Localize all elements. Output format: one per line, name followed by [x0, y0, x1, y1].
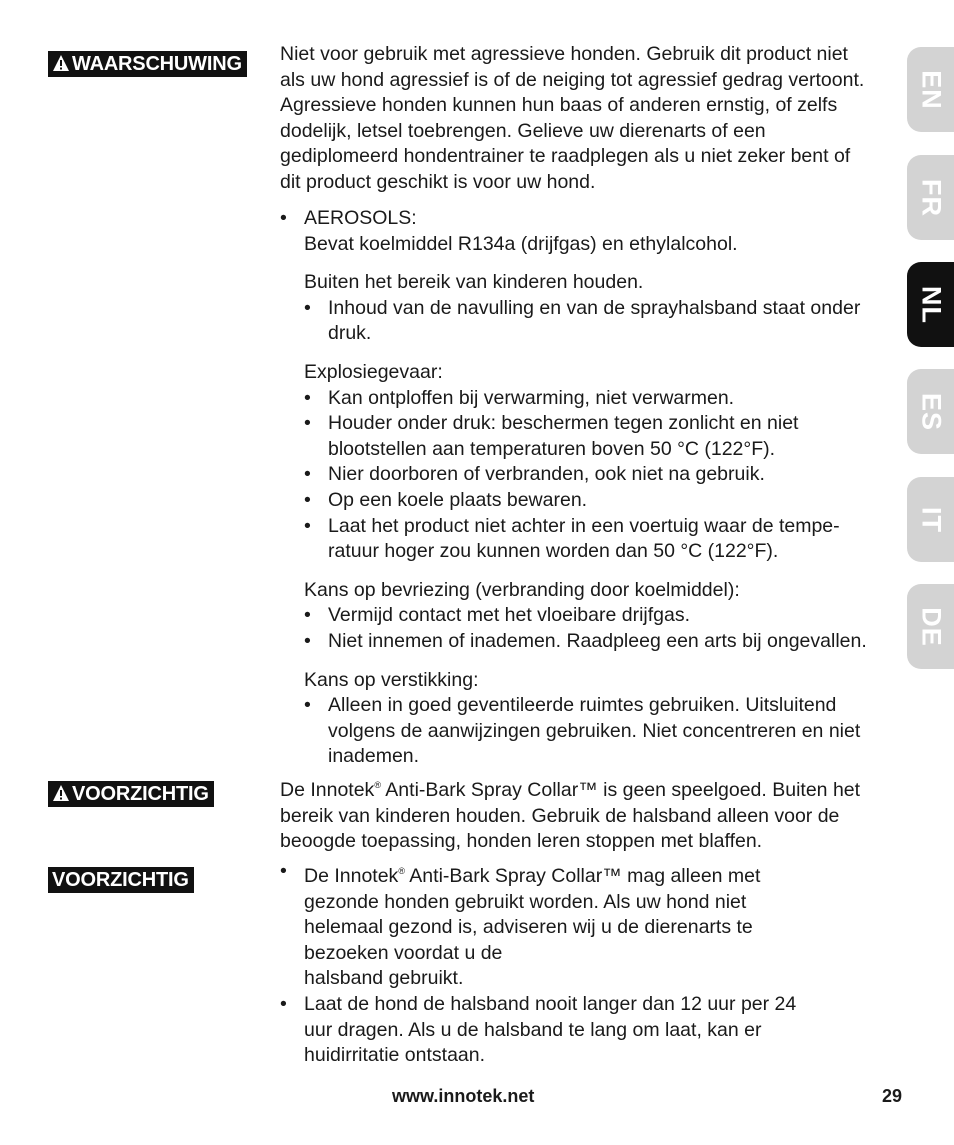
list-item-text: Laat het product niet achter in een voertuig waar de tempe-ratuur hoger zou kunnen worden dan 50 °C (122°F).	[328, 514, 840, 563]
language-tab-label: IT	[916, 506, 946, 533]
caution-item-2-text: Laat de hond de halsband nooit langer dan 12 uur per 24 uur dragen. Als u de halsband te lang om laat, kan er huidirritatie ontstaan.	[304, 992, 797, 1067]
caution-icon-label-text: VOORZICHTIG	[72, 783, 209, 805]
list-item	[304, 603, 876, 629]
list-item	[304, 411, 876, 462]
caution-paragraph	[280, 773, 876, 855]
language-tab-label: EN	[916, 69, 946, 110]
caution-icon-label	[48, 781, 214, 807]
suffocation-heading: Kans op verstikking:	[304, 668, 479, 691]
registered-mark: ®	[398, 866, 405, 876]
bullet-glyph: •	[304, 463, 311, 486]
aerosols-contents: Bevat koelmiddel R134a (drijfgas) en ethylalcohol.	[304, 232, 738, 255]
warning-triangle-icon	[52, 54, 70, 72]
caution-triangle-icon	[52, 784, 70, 802]
list-item	[304, 462, 876, 488]
language-tab-es[interactable]	[907, 369, 954, 454]
aerosols-section	[280, 206, 876, 770]
freeze-list	[304, 603, 876, 654]
list-item-text: Niet innemen of inademen. Raadpleeg een arts bij ongevallen.	[328, 629, 867, 652]
bullet-glyph: •	[304, 488, 311, 511]
list-item-text: Kan ontploffen bij verwarming, niet verwarmen.	[328, 386, 735, 409]
list-item-text: Op een koele plaats bewaren.	[328, 488, 588, 511]
language-tab-nl[interactable]	[907, 262, 954, 347]
bullet-glyph: •	[304, 694, 311, 717]
bullet-glyph: •	[304, 629, 311, 652]
list-item-text: Houder onder druk: beschermen tegen zonlicht en niet blootstellen aan temperaturen boven 50 °C (122°F).	[328, 412, 799, 460]
page-number: 29	[882, 1086, 903, 1106]
warning-label	[48, 51, 247, 77]
caution-item	[280, 859, 820, 992]
caution-item-1-post: Anti-Bark Spray Collar™ mag alleen met gezonde honden gebruikt worden. Als uw hond niet helemaal gezond is, adviseren wij u de dierenarts te bezoeken voordat u de	[304, 865, 761, 964]
freeze-heading: Kans op bevriezing (verbranding door koelmiddel):	[304, 578, 740, 601]
caution-item-1-tail: halsband gebruikt.	[304, 967, 464, 990]
language-tab-fr[interactable]	[907, 155, 954, 240]
language-tab-label: ES	[916, 392, 946, 431]
bullet-glyph: •	[280, 992, 287, 1015]
bullet-glyph: •	[280, 860, 287, 882]
list-item-text: Alleen in goed geventileerde ruimtes gebruiken. Uitsluitend volgens de aanwijzingen gebruiken. Niet concentreren en niet inademen.	[328, 694, 861, 768]
caution-item-1-pre: De Innotek	[304, 865, 399, 887]
list-item	[304, 514, 876, 565]
caution-label-text: VOORZICHTIG	[52, 869, 189, 891]
keep-away-list	[304, 296, 876, 347]
language-tab-en[interactable]	[907, 47, 954, 132]
explosion-list	[304, 386, 876, 565]
caution-label	[48, 867, 194, 893]
keep-away-heading: Buiten het bereik van kinderen houden.	[304, 271, 644, 294]
language-tab-label: FR	[916, 178, 946, 217]
list-item	[304, 693, 876, 770]
bullet-glyph: •	[304, 604, 311, 627]
list-item	[304, 629, 876, 655]
language-tab-label: DE	[916, 606, 946, 647]
caution-item	[280, 992, 820, 1069]
bullet-glyph: •	[304, 514, 311, 537]
caution-text-pre: De Innotek	[280, 779, 375, 801]
list-item-text: Inhoud van de navulling en van de sprayhalsband staat onder druk.	[328, 296, 861, 345]
caution-list	[280, 859, 820, 1069]
list-item	[304, 296, 876, 347]
warning-label-text: WAARSCHUWING	[72, 53, 242, 75]
warning-paragraph: Niet voor gebruik met agressieve honden. Gebruik dit product niet als uw hond agressief is of de neiging tot agressief gedrag vertoont. Agressieve honden kunnen hun baas of anderen ernstig, of zelfs dodelijk, letsel toebrengen. Gelieve uw dierenarts of een gediplomeerd hondentrainer te raadplegen als u niet zeker bent of dit product geschikt is voor uw hond.	[280, 43, 865, 193]
suffocation-list	[304, 693, 876, 770]
bullet-glyph: •	[280, 207, 287, 229]
list-item	[304, 386, 876, 412]
footer-url[interactable]: www.innotek.net	[392, 1086, 535, 1106]
list-item-text: Nier doorboren of verbranden, ook niet na gebruik.	[328, 463, 765, 486]
registered-mark: ®	[374, 780, 381, 790]
explosion-heading: Explosiegevaar:	[304, 360, 443, 383]
bullet-glyph: •	[304, 296, 311, 319]
aerosols-title: AEROSOLS:	[304, 207, 417, 229]
language-tab-de[interactable]	[907, 584, 954, 669]
list-item	[304, 488, 876, 514]
bullet-glyph: •	[304, 412, 311, 435]
list-item-text: Vermijd contact met het vloeibare drijfgas.	[328, 604, 691, 627]
bullet-glyph: •	[304, 386, 311, 409]
caution-text-post: Anti-Bark Spray Collar™ is geen speelgoed. Buiten het bereik van kinderen houden. Gebruik de halsband alleen voor de beoogde toepassing, honden leren stoppen met blaffen.	[280, 779, 861, 853]
aerosols-bullet	[280, 206, 876, 770]
language-tab-it[interactable]	[907, 477, 954, 562]
language-tab-label: NL	[916, 285, 946, 324]
